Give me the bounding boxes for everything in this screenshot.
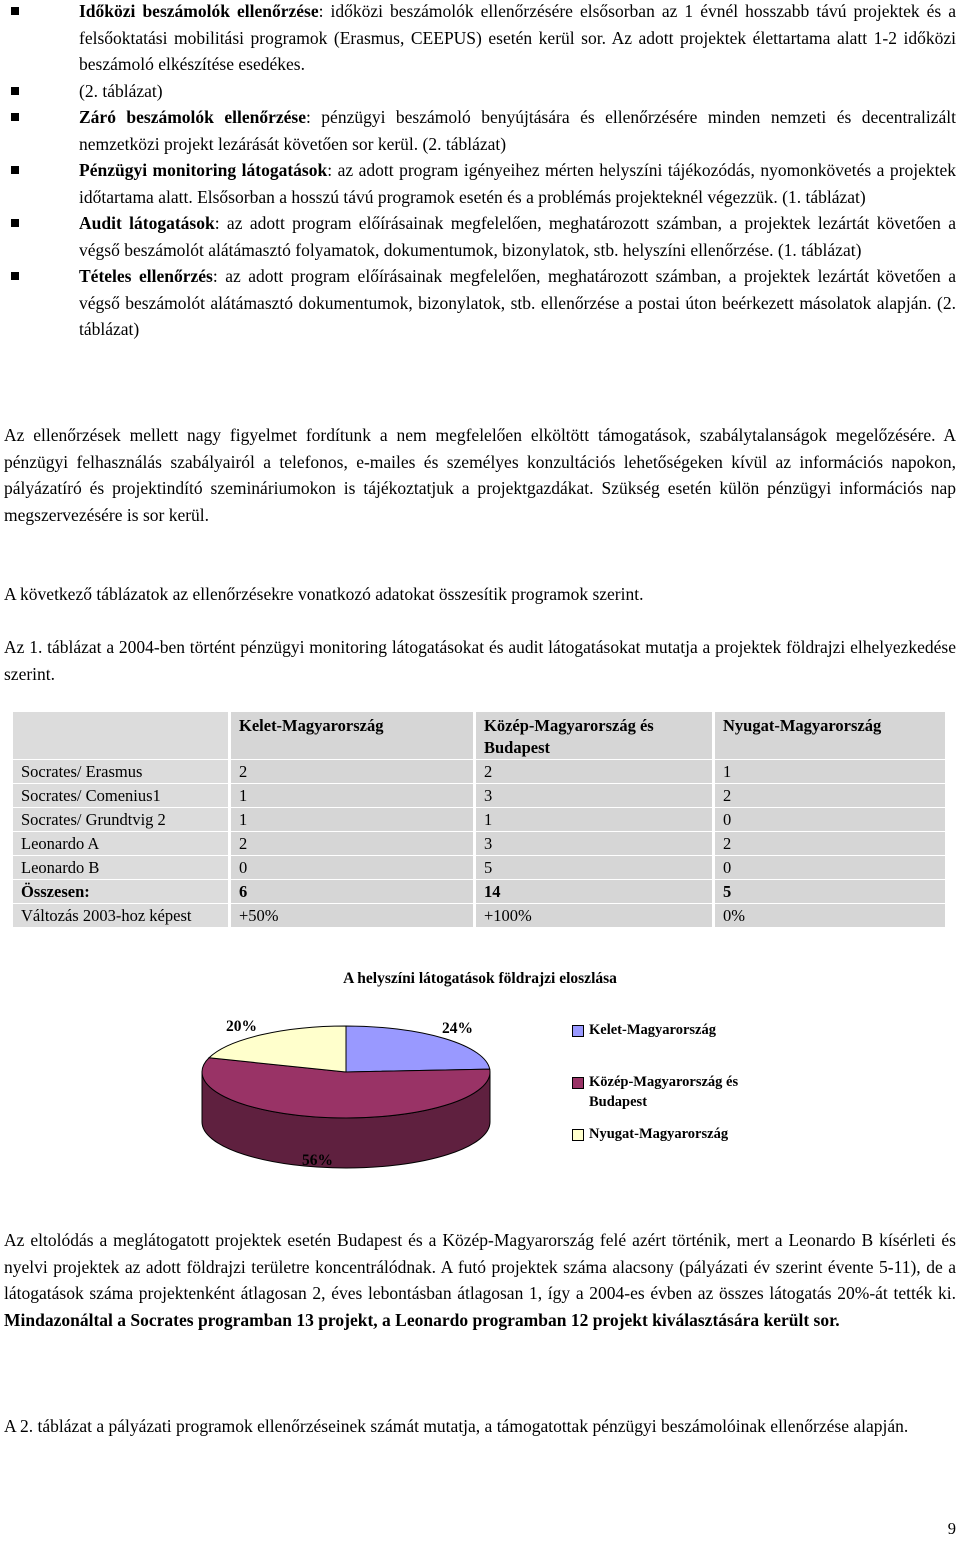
table-cell: 0	[715, 856, 948, 880]
table-row	[13, 760, 948, 784]
table-cell: 1	[715, 760, 948, 784]
legend-swatch	[572, 1025, 584, 1037]
page-number: 9	[947, 1519, 956, 1538]
bullet-text: : időközi beszámolók ellenőrzésére elsősorban az 1 évnél hosszabb távú projektek és a felsőoktatási mobilitási programok (Erasmus, CEEPUS) esetén kerül sor. Az adott projektek élettartama alatt 1-2 időközi beszámoló elkészítése esedékes.	[79, 1, 957, 74]
table-cell: 0	[715, 808, 948, 832]
table-header-cell: Kelet-Magyarország	[231, 712, 476, 760]
table-row	[13, 808, 948, 832]
table-header-cell: Nyugat-Magyarország	[715, 712, 948, 760]
bullet-text: : az adott program igényeihez mérten helyszíni tájékozódás, nyomonkövetés a projektek időtartama alatt. Elsősorban a hosszú távú programok esetén és a problémás projekteknél végezzük. (1. táblázat)	[79, 160, 957, 207]
bullet-text: : az adott program előírásainak megfelelően, meghatározott számban, a projektek lezártát követően a végső beszámolót alátámasztó dokumentumok, bizonylatok, stb. ellenőrzése a postai úton beérkezett másolatok alapján. (2. táblázat)	[79, 266, 956, 339]
table-cell: +100%	[476, 904, 715, 928]
table-header-cell: Közép-Magyarország és Budapest	[476, 712, 715, 760]
table-cell: Leonardo B	[13, 856, 231, 880]
bullet-text: : az adott program előírásainak megfelelően, meghatározott számban, a projektek lezártát követően a végső beszámolót alátámasztó folyamatok, dokumentumok, bizonylatok, stb. helyszíni ellenőrzése. (1. táblázat)	[79, 213, 956, 260]
table-cell: 0	[231, 856, 476, 880]
paragraph-analysis	[4, 1227, 956, 1333]
analysis-bold-text: Mindazonáltal a Socrates programban 13 projekt, a Leonardo programban 12 projekt kiválasztására került sor.	[4, 1309, 840, 1330]
table-total-row	[13, 880, 948, 904]
table-row	[13, 784, 948, 808]
legend-item	[572, 1020, 792, 1040]
bullet-text: (2. táblázat)	[79, 80, 163, 101]
chart-title: A helyszíni látogatások földrajzi eloszlása	[343, 970, 617, 987]
table-cell: 6	[231, 880, 476, 904]
paragraph-prevention: Az ellenőrzések mellett nagy figyelmet fordítunk a nem megfelelően elköltött támogatások, szabálytalanságok megelőzésére. A pénzügyi felhasználás szabályairól a telefonos, e-mailes és személyes konzultációs lehetőségeken kívül az információs napokon, pályázatíró és projektindító szemináriumokon is tájékoztatjuk a projektgazdákat. Szükség esetén külön pénzügyi információs nap megszervezésére is sor kerül.	[4, 425, 956, 525]
legend-item	[572, 1072, 792, 1112]
bullet-square-icon	[11, 272, 19, 280]
visits-table	[13, 712, 948, 928]
table-cell: 2	[715, 832, 948, 856]
table-cell: Socrates/ Grundtvig 2	[13, 808, 231, 832]
table-cell: 2	[715, 784, 948, 808]
bullet-item	[0, 157, 960, 210]
table-cell: 5	[476, 856, 715, 880]
bullet-square-icon	[11, 166, 19, 174]
chart-legend	[572, 1020, 792, 1144]
table-header-row	[13, 712, 948, 760]
table-row	[13, 856, 948, 880]
paragraph-table2-intro: A 2. táblázat a pályázati programok ellenőrzéseinek számát mutatja, a támogatottak pénzügyi beszámolóinak ellenőrzése alapján.	[4, 1416, 909, 1436]
table-cell: +50%	[231, 904, 476, 928]
paragraph-tables-intro: A következő táblázatok az ellenőrzésekre vonatkozó adatokat összesítik programok szerint.	[4, 584, 644, 604]
table-cell: 2	[231, 760, 476, 784]
pie-chart	[196, 1022, 496, 1172]
bullet-term: Időközi beszámolók ellenőrzése	[79, 1, 319, 21]
legend-label: Közép-Magyarország és Budapest	[589, 1074, 739, 1110]
bullet-square-icon	[11, 113, 19, 121]
table-row	[13, 832, 948, 856]
pie-label-nyugat: 20%	[226, 1018, 257, 1035]
legend-swatch	[572, 1077, 584, 1089]
table-header-cell	[13, 712, 231, 760]
legend-label: Nyugat-Magyarország	[589, 1126, 729, 1142]
bullet-term: Záró beszámolók ellenőrzése	[79, 107, 306, 127]
legend-item	[572, 1124, 792, 1144]
paragraph-table1-intro: Az 1. táblázat a 2004-ben történt pénzügyi monitoring látogatásokat és audit látogatásokat mutatja a projektek földrajzi elhelyezkedése szerint.	[4, 637, 956, 684]
bullet-term: Pénzügyi monitoring látogatások	[79, 160, 328, 180]
legend-swatch	[572, 1129, 584, 1141]
bullet-item	[0, 78, 960, 105]
table-cell: Összesen:	[13, 880, 231, 904]
bullet-item	[0, 104, 960, 157]
bullet-item	[0, 0, 960, 78]
table-cell: 3	[476, 832, 715, 856]
analysis-text: Az eltolódás a meglátogatott projektek esetén Budapest és a Közép-Magyarország felé azért történik, mert a Leonardo B kísérleti és nyelvi projektek az adott földrajzi területre koncentrálódnak. A futó projektek száma alacsony (pályázati év szerint évente 5-11), de a látogatások száma projektenként átlagosan 2, éves lebontásban átlagosan 1, így a 2004-es évben az összes látogatás 20%-át tették ki.	[4, 1230, 956, 1303]
bullet-square-icon	[11, 87, 19, 95]
table-row	[13, 904, 948, 928]
table-cell: 2	[231, 832, 476, 856]
bullet-square-icon	[11, 219, 19, 227]
pie-label-kelet: 24%	[442, 1020, 473, 1037]
table-cell: Socrates/ Erasmus	[13, 760, 231, 784]
table-cell: Leonardo A	[13, 832, 231, 856]
bullet-list	[0, 0, 960, 343]
bullet-item	[0, 263, 960, 343]
table-cell: 2	[476, 760, 715, 784]
table-cell: 5	[715, 880, 948, 904]
table-cell: Változás 2003-hoz képest	[13, 904, 231, 928]
bullet-term: Tételes ellenőrzés	[79, 266, 213, 286]
table-cell: Socrates/ Comenius1	[13, 784, 231, 808]
pie-label-kozep: 56%	[302, 1152, 333, 1169]
table-cell: 0%	[715, 904, 948, 928]
table-cell: 14	[476, 880, 715, 904]
table-cell: 1	[231, 808, 476, 832]
table-cell: 3	[476, 784, 715, 808]
bullet-term: Audit látogatások	[79, 213, 215, 233]
table-cell: 1	[476, 808, 715, 832]
bullet-item	[0, 210, 960, 263]
bullet-square-icon	[11, 7, 19, 15]
table-cell: 1	[231, 784, 476, 808]
legend-label: Kelet-Magyarország	[589, 1022, 716, 1038]
bullet-text: : pénzügyi beszámoló benyújtására és ellenőrzésére minden nemzeti és decentralizált nemzetközi projekt lezárását követően sor kerül. (2. táblázat)	[79, 107, 956, 154]
